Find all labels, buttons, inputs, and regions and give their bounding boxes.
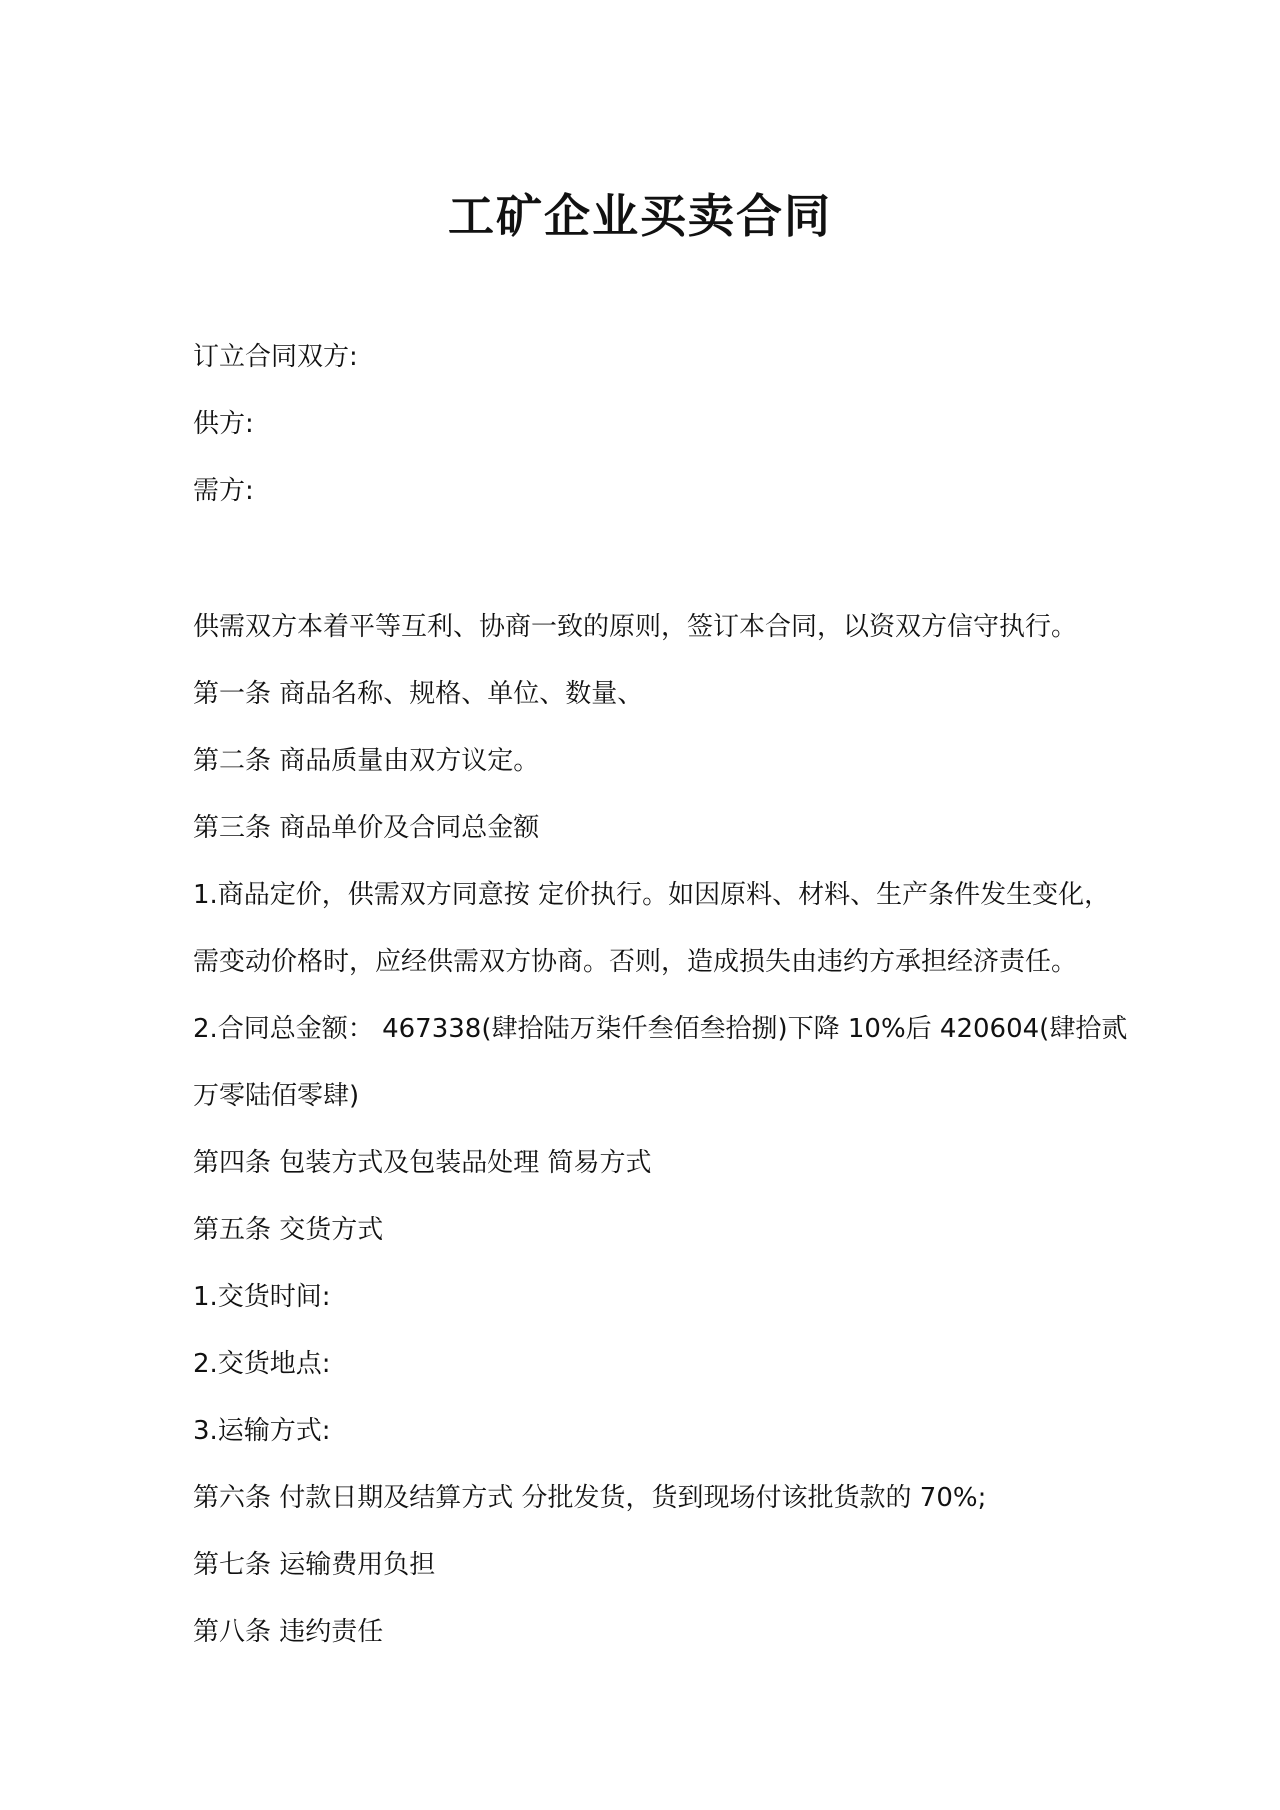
- article-5-item-2: 2.交货地点:: [193, 1349, 331, 1379]
- article-4: 第四条 包装方式及包装品处理 简易方式: [193, 1148, 652, 1178]
- article-3-item-1: 1.商品定价，供需双方同意按 定价执行。如因原料、材料、生产条件发生变化，: [193, 880, 1111, 910]
- article-7: 第七条 运输费用负担: [193, 1550, 436, 1580]
- article-3-item-2-cont: 万零陆佰零肆): [193, 1081, 360, 1111]
- document-title: 工矿企业买卖合同: [448, 189, 832, 243]
- article-5-item-1: 1.交货时间:: [193, 1282, 331, 1312]
- buyer-line: 需方:: [193, 476, 254, 506]
- preamble-paragraph: 供需双方本着平等互利、协商一致的原则，签订本合同，以资双方信守执行。: [193, 612, 1078, 642]
- parties-heading: 订立合同双方:: [193, 342, 358, 372]
- article-1: 第一条 商品名称、规格、单位、数量、: [193, 679, 644, 709]
- article-3: 第三条 商品单价及合同总金额: [193, 813, 540, 843]
- article-5: 第五条 交货方式: [193, 1215, 384, 1245]
- article-6: 第六条 付款日期及结算方式 分批发货，货到现场付该批货款的 70%;: [193, 1483, 987, 1513]
- article-5-item-3: 3.运输方式:: [193, 1416, 331, 1446]
- article-3-item-2: 2.合同总金额： 467338(肆拾陆万柒仟叁佰叁拾捌)下降 10%后 420604(肆拾贰: [193, 1014, 1128, 1044]
- article-3-item-1-cont: 需变动价格时，应经供需双方协商。否则，造成损失由违约方承担经济责任。: [193, 947, 1078, 977]
- supplier-line: 供方:: [193, 409, 254, 439]
- article-2: 第二条 商品质量由双方议定。: [193, 746, 540, 776]
- article-8: 第八条 违约责任: [193, 1617, 384, 1647]
